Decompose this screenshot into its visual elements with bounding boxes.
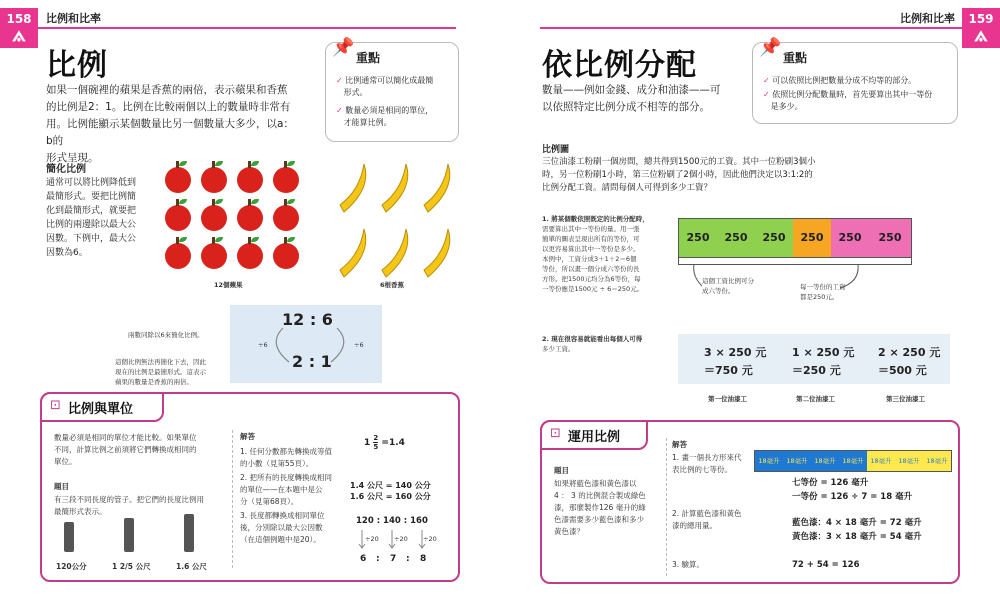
answer-label: 解答 xyxy=(240,432,255,441)
header-line-left xyxy=(38,27,456,29)
note-line: 這個比例無法再簡化下去，因此 xyxy=(115,358,206,366)
paint-cell: 18毫升 xyxy=(923,451,951,471)
apple-icon xyxy=(165,167,191,193)
page-number-text: 159 xyxy=(968,12,994,26)
result-line2: ＝500 元 xyxy=(878,364,927,377)
paint-bar xyxy=(754,450,952,472)
header-title-right: 比例和比率 xyxy=(900,12,955,25)
step-line: （在這個例題中是20）。 xyxy=(240,535,321,544)
key-point-item xyxy=(336,75,454,99)
units-intro xyxy=(54,432,229,468)
result-label: 第二位油漆工 xyxy=(796,395,835,403)
fraction-den: 5 xyxy=(373,443,379,451)
fraction-rhs: =1.4 xyxy=(381,438,405,448)
intro-line: 以依照特定比例分成不相等的部分。 xyxy=(542,101,710,113)
bar-cell: 250 xyxy=(831,219,870,257)
units-line: 單位。 xyxy=(54,457,77,466)
ratio-result: 7 xyxy=(390,554,397,564)
example-line: 三位油漆工粉刷一個房間，總共得到1500元的工資。其中一位粉刷3個小 xyxy=(542,157,816,167)
key-points-box-right xyxy=(752,37,958,124)
fraction-equation xyxy=(364,434,405,451)
answer-step xyxy=(240,446,350,470)
step-line: 簡單的圖表呈現出所有的等份，可 xyxy=(542,235,640,243)
units-line: 數量必須是相同的單位才能比較。如果單位 xyxy=(54,433,197,442)
step-line: 以更容易算出其中一等份是多少。 xyxy=(542,245,640,253)
ratio-down-arrows xyxy=(356,528,446,552)
compass-icon: ⟑ xyxy=(12,22,26,47)
calc-line: 一等份 = 126 ÷ 7 = 18 毫升 xyxy=(792,492,913,502)
problem-line: 有三段不同長度的管子。把它們的長度比例用 xyxy=(54,495,204,504)
step-line: 後，分別除以最大公因數 xyxy=(240,523,323,532)
apples-illustration xyxy=(163,163,313,275)
problem-line: 最簡形式表示。 xyxy=(54,507,107,516)
banana-icon xyxy=(424,164,450,212)
conversion-1: 1.4 公尺 = 140 公分 xyxy=(350,481,431,490)
ratio-note-1: 兩數同除以6來簡化比例。 xyxy=(128,331,204,339)
problem-label: 題目 xyxy=(54,482,69,491)
banana-icon xyxy=(382,229,408,277)
apple-icon xyxy=(237,205,263,231)
answer-step xyxy=(240,510,350,546)
pipe-label: 1.6 公尺 xyxy=(176,562,207,571)
step-line: 方形。把1500元均分為6等份，每 xyxy=(542,275,641,283)
calc-line: 黃色漆：3 × 18 毫升 = 54 毫升 xyxy=(792,532,922,542)
calc-line: 七等份 = 126 毫升 xyxy=(792,478,869,488)
result-line2: ＝750 元 xyxy=(704,364,753,377)
note-line: 蘋果的數量是香蕉的兩倍。 xyxy=(115,378,193,386)
step-line: 2. 計算藍色漆和黃色 xyxy=(672,509,742,518)
pipe-icon xyxy=(184,514,194,552)
fraction-num: 2 xyxy=(373,434,379,442)
key-point-text: 是多少。 xyxy=(770,102,803,111)
banana-icon xyxy=(340,229,366,277)
paint-cell: 18毫升 xyxy=(783,451,812,471)
example-text xyxy=(542,156,872,195)
page-number-right xyxy=(962,8,1000,48)
simplify-line: 最簡形式。要把比例簡 xyxy=(46,192,137,202)
simplify-line: 因數。下例中，最大公 xyxy=(46,234,137,244)
ratio-note-2 xyxy=(115,357,237,387)
step-line: 3. 長度都轉換成相同單位 xyxy=(240,511,325,520)
paint-cell: 18毫升 xyxy=(839,451,868,471)
problem-line: 色漆需要多少藍色漆和多少 xyxy=(554,515,644,524)
note-line: 都是250元。 xyxy=(800,293,839,301)
step-line: 1. 畫一個長方形來代 xyxy=(672,453,742,462)
simplify-line: 化到最簡形式，就要把 xyxy=(46,206,137,216)
apply-step2 xyxy=(672,508,756,532)
step-line: 2. 現在很容易就能看出每個人可得 xyxy=(542,335,643,343)
result-line1: 2 × 250 元 xyxy=(878,346,941,359)
step-line: 多少工資。 xyxy=(542,345,575,353)
pushpin-icon: 📌 xyxy=(332,37,355,58)
units-box xyxy=(40,392,460,582)
apple-icon xyxy=(165,243,191,269)
page-title-left: 比例 xyxy=(46,48,108,83)
ratio-colon: : xyxy=(376,554,380,564)
key-points-title: 重點 xyxy=(356,51,381,65)
step-line: 需要算出其中一等份的量。用一張 xyxy=(542,225,640,233)
simplify-text xyxy=(46,176,156,260)
key-points-title: 重點 xyxy=(783,51,808,65)
bar-note-right xyxy=(800,282,846,302)
apply-step1 xyxy=(672,452,756,476)
result-label: 第一位油漆工 xyxy=(708,395,747,403)
apple-icon xyxy=(165,205,191,231)
step-line: 本例中，工資分成3＋1＋2＝6個 xyxy=(542,255,637,263)
apply-answer-label: 解答 xyxy=(672,440,687,449)
apple-icon xyxy=(201,243,227,269)
key-point-item xyxy=(763,75,953,87)
bookmark-icon: ⊡ xyxy=(550,426,561,441)
check-icon: ✓ xyxy=(336,76,343,85)
pipe-label: 1 2/5 公尺 xyxy=(112,562,151,571)
header-title-left: 比例和比率 xyxy=(46,12,101,25)
divide-arrows xyxy=(255,322,365,368)
key-points-box-left xyxy=(325,37,459,142)
bananas-label: 6根香蕉 xyxy=(380,281,405,289)
ratio-divide: ÷20 xyxy=(394,535,408,543)
ratio-divide: ÷20 xyxy=(365,535,379,543)
banana-icon xyxy=(382,164,408,212)
note-line: 每一等份的工資 xyxy=(800,283,846,291)
divide-right-label: ÷6 xyxy=(354,341,364,349)
compass-icon: ⟑ xyxy=(974,22,988,47)
apply-box xyxy=(540,420,960,584)
step-line: 的單位——在本題中是公 xyxy=(240,485,323,494)
key-point-text: 比例通常可以簡化成最簡 xyxy=(345,76,434,85)
page-title-right: 依比例分配 xyxy=(542,48,697,83)
paint-cell: 18毫升 xyxy=(811,451,840,471)
problem-line: 4 ： 3 的比例混合製成綠色 xyxy=(554,491,646,500)
simplify-line: 通常可以將比例降低到 xyxy=(46,178,137,188)
key-point-text: 形式。 xyxy=(343,88,368,97)
step-line: 1. 任何分數都先轉換成等值 xyxy=(240,447,333,456)
step-line: 一等份應是1500元 ÷ 6＝250元。 xyxy=(542,285,644,293)
proportion-bar xyxy=(678,218,912,258)
units-line: 不同，計算比例之前須將它們轉換成相同的 xyxy=(54,445,197,454)
banana-icon xyxy=(424,229,450,277)
problem-line: 如果將藍色漆和黃色漆以 xyxy=(554,479,637,488)
apple-icon xyxy=(201,167,227,193)
simplify-heading: 簡化比例 xyxy=(46,164,86,175)
banana-icon xyxy=(340,164,366,212)
intro-line: 數量——例如金錢、成分和油漆——可 xyxy=(542,84,721,96)
bar-note-left xyxy=(702,276,754,296)
step-1-text xyxy=(542,214,672,294)
problem-line: 黃色漆？ xyxy=(554,527,584,536)
ratio-top: 12 : 6 xyxy=(282,310,333,329)
apple-icon xyxy=(273,205,299,231)
key-point-item xyxy=(763,89,953,113)
problem-line: 漆，那麼製作126 毫升的綠 xyxy=(554,503,646,512)
note-line: 現在的比例是最簡形式。這表示 xyxy=(115,368,206,376)
apply-problem-text xyxy=(554,478,664,538)
step-line: 漆的總用量。 xyxy=(672,521,717,530)
ratio-divide: ÷20 xyxy=(423,535,437,543)
example-line: 比例分配工資。請問每個人可得到多少工資？ xyxy=(542,183,713,193)
units-divider xyxy=(232,430,233,568)
step-line: 等份，所以畫一個分成六等份的長 xyxy=(542,265,640,273)
note-line: 成六等份。 xyxy=(702,287,735,295)
ratio-colon: : xyxy=(406,554,410,564)
calc-line: 藍色漆：4 × 18 毫升 = 72 毫升 xyxy=(792,518,922,528)
simplify-line: 比例的兩邊除以最大公 xyxy=(46,220,137,230)
apple-icon xyxy=(201,205,227,231)
result-line1: 3 × 250 元 xyxy=(704,346,767,359)
ratio-result: 8 xyxy=(420,554,427,564)
bar-cell: 250 xyxy=(793,219,832,257)
ratio-lengths: 120 : 140 : 160 xyxy=(356,516,428,526)
page-number-left xyxy=(0,8,38,48)
paint-cell: 18毫升 xyxy=(895,451,924,471)
units-title: 比例與單位 xyxy=(68,402,134,417)
conversion-2: 1.6 公尺 = 160 公分 xyxy=(350,492,431,501)
pushpin-icon: 📌 xyxy=(759,37,782,58)
apply-title: 運用比例 xyxy=(568,430,621,445)
key-point-item xyxy=(336,105,454,129)
result-line1: 1 × 250 元 xyxy=(792,346,855,359)
intro-line: 形式呈現。 xyxy=(46,152,99,164)
pipe-icon xyxy=(124,518,134,552)
key-point-text: 數量必須是相同的單位， xyxy=(345,106,434,115)
apple-icon xyxy=(273,243,299,269)
bar-cell: 250 xyxy=(717,219,756,257)
step-line: 分（見第68頁）。 xyxy=(240,497,299,506)
divide-left-label: ÷6 xyxy=(258,341,268,349)
check-line: 72 + 54 = 126 xyxy=(792,560,860,570)
check-icon: ✓ xyxy=(336,106,343,115)
example-heading: 比例圖 xyxy=(542,145,570,155)
check-icon: ✓ xyxy=(763,90,770,99)
ratio-bottom: 2 : 1 xyxy=(292,352,332,371)
note-line: 這個工資比例可分 xyxy=(702,277,754,285)
step-line: 表比例的七等份。 xyxy=(672,465,732,474)
answer-step xyxy=(240,472,350,508)
intro-line: 的比例是2：1。比例在比較兩個以上的數量時非常有 xyxy=(46,101,291,113)
paint-cell: 18毫升 xyxy=(755,451,784,471)
apple-icon xyxy=(237,243,263,269)
step-line: 1. 將某個數依照既定的比例分配時， xyxy=(542,215,649,223)
bar-cell: 250 xyxy=(679,219,718,257)
simplify-line: 因數為6。 xyxy=(46,248,88,258)
check-icon: ✓ xyxy=(763,76,770,85)
pipe-icon xyxy=(64,522,74,552)
header-line-right xyxy=(540,27,962,29)
bookmark-icon: ⊡ xyxy=(50,398,61,413)
step-line: 的小數（見第55頁）。 xyxy=(240,459,314,468)
key-point-text: 依照比例分配數量時，首先要算出其中一等份 xyxy=(772,90,933,99)
fraction-whole: 1 xyxy=(364,438,371,448)
paint-cell: 18毫升 xyxy=(867,451,896,471)
result-line2: ＝250 元 xyxy=(792,364,841,377)
step-line: 2. 把所有的長度轉換成相同 xyxy=(240,473,333,482)
page-number-text: 158 xyxy=(6,12,32,26)
apply-divider xyxy=(666,438,667,576)
apple-icon xyxy=(273,167,299,193)
bananas-illustration xyxy=(330,160,460,278)
intro-text-left xyxy=(46,82,296,167)
apply-step3: 3. 驗算。 xyxy=(672,560,705,569)
intro-line: 用。比例能顯示某個數量比另一個數量大多少，以a：b的 xyxy=(46,118,294,147)
intro-line: 如果一個碗裡的蘋果是香蕉的兩倍，表示蘋果和香蕉 xyxy=(46,84,288,96)
apply-problem-label: 題目 xyxy=(554,466,569,475)
example-line: 時，另一位粉刷1小時，第三位粉刷了2個小時，因此他們決定以3:1:2的 xyxy=(542,170,813,180)
step-2-text xyxy=(542,334,672,354)
problem-text xyxy=(54,494,229,518)
bar-cell: 250 xyxy=(869,219,911,257)
ratio-result: 6 xyxy=(360,554,367,564)
apples-label: 12個蘋果 xyxy=(214,281,243,289)
apple-icon xyxy=(237,167,263,193)
key-point-text: 可以依照比例把數量分成不均等的部分。 xyxy=(772,76,917,85)
intro-text-right xyxy=(542,82,742,116)
result-label: 第三位油漆工 xyxy=(886,395,925,403)
key-point-text: 才能算比例。 xyxy=(343,118,392,127)
bar-cell: 250 xyxy=(755,219,794,257)
pipe-label: 120公分 xyxy=(56,562,87,571)
